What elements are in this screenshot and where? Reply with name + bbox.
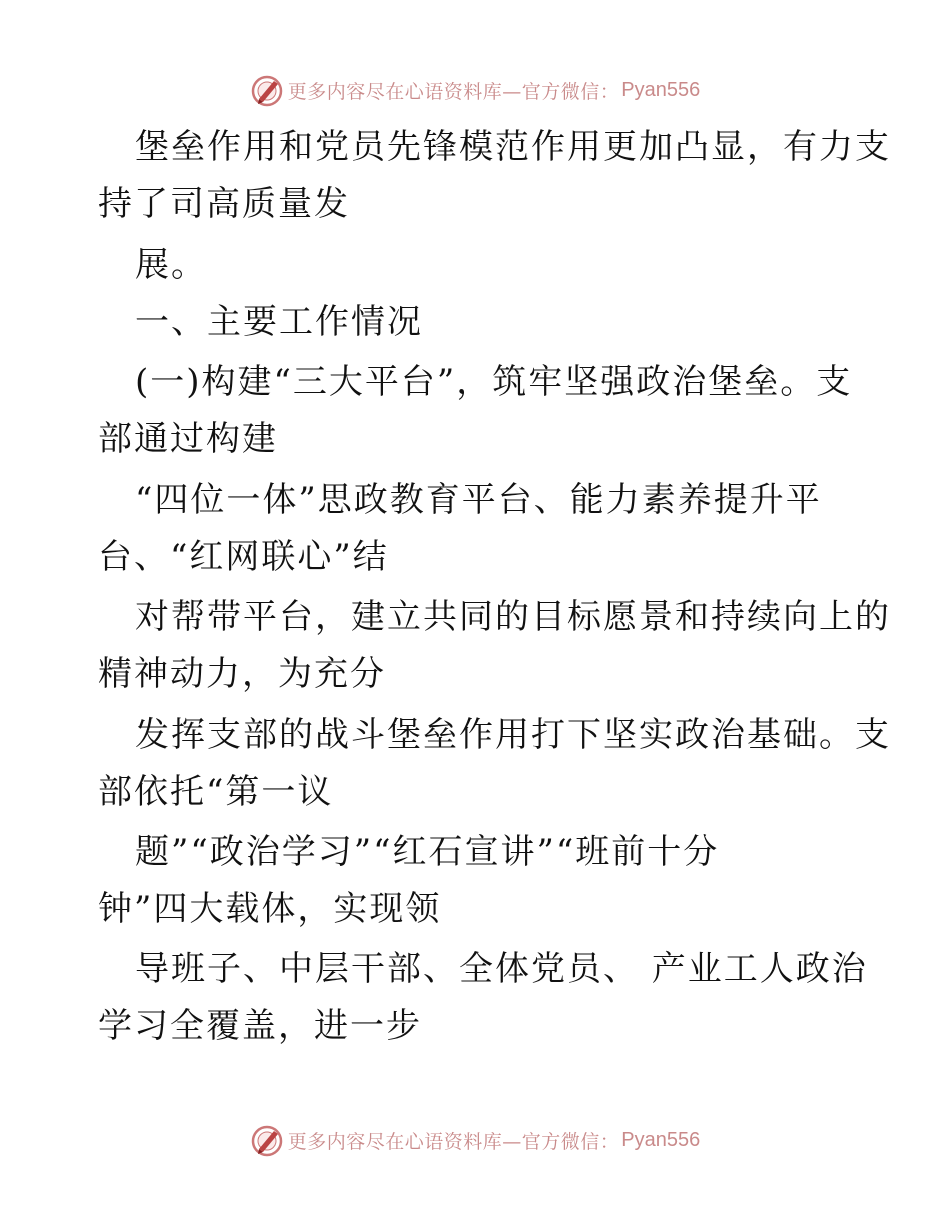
text-line: “四位一体”思政教育平台、能力素养提升平 — [135, 480, 822, 520]
text-line: 持了司高质量发 — [98, 184, 350, 224]
watermark-id: Pyan556 — [621, 1128, 701, 1151]
text-line: 发挥支部的战斗堡垒作用打下坚实政治基础。支 — [135, 715, 891, 755]
pen-logo-icon — [250, 73, 284, 107]
watermark-id: Pyan556 — [621, 78, 701, 101]
watermark-footer — [0, 1120, 950, 1160]
watermark-text: 更多内容尽在心语资料库—官方微信： — [287, 80, 620, 103]
text-line: 展。 — [135, 245, 207, 285]
pen-logo-icon — [250, 1123, 284, 1157]
text-line: 对帮带平台，建立共同的目标愿景和持续向上的 — [135, 597, 891, 637]
watermark-header — [0, 70, 950, 110]
text-line: 台、“红网联心”结 — [98, 537, 389, 577]
text-line: 导班子、中层干部、全体党员、 产业工人政治 — [135, 949, 868, 989]
section-heading: 一、主要工作情况 — [135, 302, 423, 342]
text-line: 精神动力，为充分 — [98, 654, 386, 694]
text-line: 钟”四大载体，实现领 — [98, 889, 442, 929]
text-line: 学习全覆盖，进一步 — [98, 1006, 422, 1046]
text-line: 题”“政治学习”“红石宣讲”“班前十分 — [135, 832, 720, 872]
text-line: (一)构建“三大平台”，筑牢坚强政治堡垒。支 — [135, 362, 853, 402]
text-line: 部通过构建 — [98, 419, 278, 459]
text-line: 堡垒作用和党员先锋模范作用更加凸显，有力支 — [135, 127, 891, 167]
watermark-text: 更多内容尽在心语资料库—官方微信： — [287, 1130, 620, 1153]
text-line: 部依托“第一议 — [98, 772, 334, 812]
